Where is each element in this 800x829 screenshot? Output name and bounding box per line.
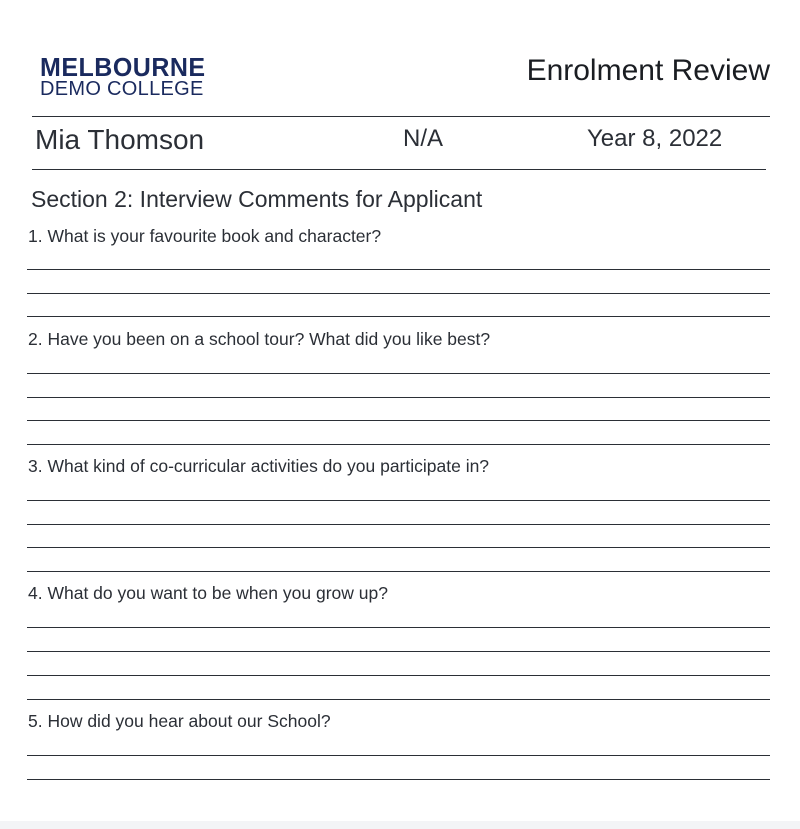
answer-line[interactable] <box>27 316 770 317</box>
answer-line[interactable] <box>27 397 770 398</box>
answer-line[interactable] <box>27 675 770 676</box>
college-logo <box>40 52 206 100</box>
page-bottom-edge <box>0 821 800 829</box>
answer-line[interactable] <box>27 571 770 572</box>
answer-line[interactable] <box>27 524 770 525</box>
applicant-id: N/A <box>403 125 444 152</box>
answer-line[interactable] <box>27 699 770 700</box>
logo-line-2: DEMO COLLEGE <box>40 78 204 100</box>
answer-line[interactable] <box>27 627 770 628</box>
answer-line[interactable] <box>27 547 770 548</box>
applicant-divider <box>32 169 766 170</box>
section-title: Section 2: Interview Comments for Applicant <box>31 186 483 212</box>
answer-line[interactable] <box>27 293 770 294</box>
question-2: 2. Have you been on a school tour? What did you like best? <box>28 329 491 349</box>
header-divider <box>32 116 770 117</box>
question-1: 1. What is your favourite book and character? <box>28 226 382 246</box>
applicant-year: Year 8, 2022 <box>587 125 723 152</box>
answer-line[interactable] <box>27 373 770 374</box>
answer-line[interactable] <box>27 755 770 756</box>
answer-line[interactable] <box>27 444 770 445</box>
question-5: 5. How did you hear about our School? <box>28 711 331 731</box>
answer-line[interactable] <box>27 651 770 652</box>
answer-line[interactable] <box>27 500 770 501</box>
answer-line[interactable] <box>27 269 770 270</box>
question-4: 4. What do you want to be when you grow up? <box>28 583 388 603</box>
answer-line[interactable] <box>27 779 770 780</box>
question-3: 3. What kind of co-curricular activities do you participate in? <box>28 456 490 476</box>
document-title: Enrolment Review <box>526 54 770 87</box>
answer-line[interactable] <box>27 420 770 421</box>
logo-line-1: MELBOURNE <box>40 52 206 83</box>
applicant-name: Mia Thomson <box>35 124 205 155</box>
